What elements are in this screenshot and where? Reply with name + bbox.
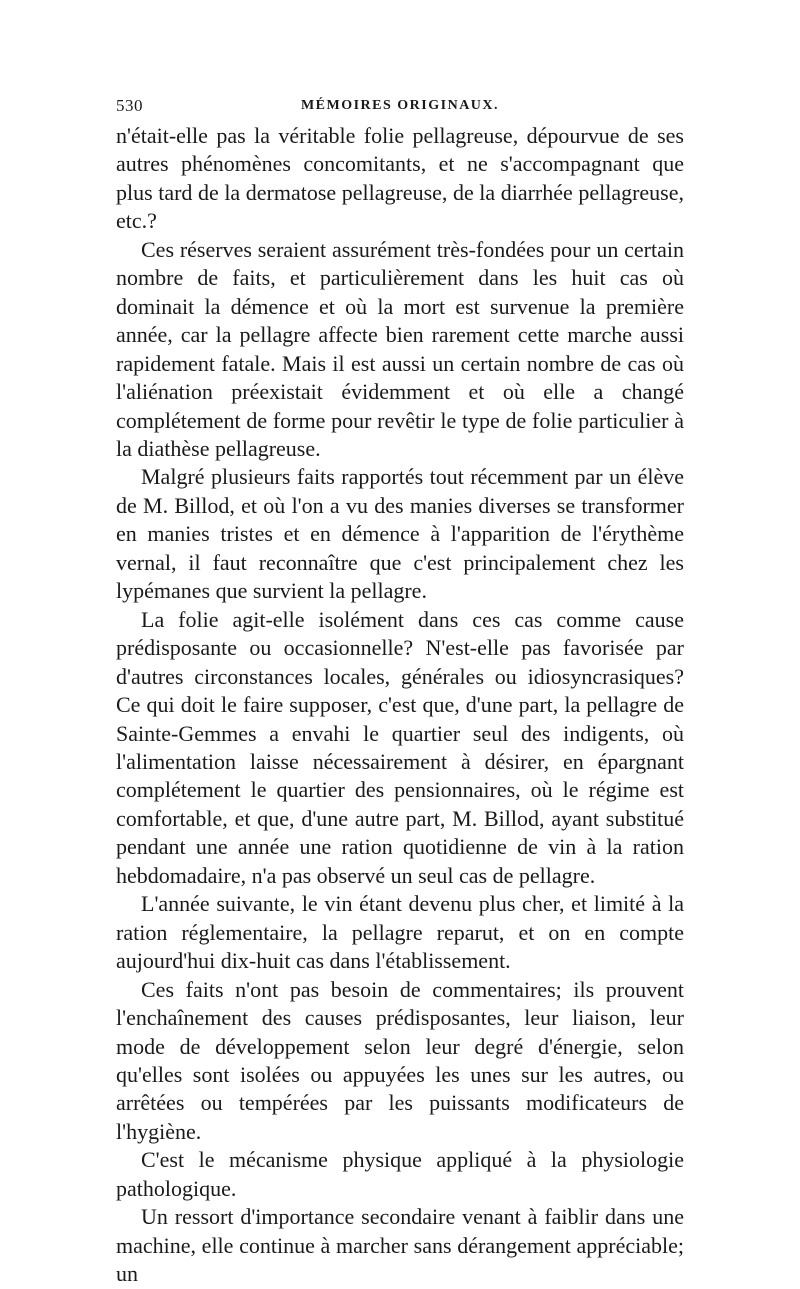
running-title: MÉMOIRES ORIGINAUX. bbox=[300, 98, 500, 113]
paragraph-ces-faits: Ces faits n'ont pas besoin de commentaires; ils prouvent l'enchaînement des causes prédisposantes, leur liaison, leur mode de développement selon leur degré d'énergie, selon qu'elles sont isolées ou appuyées les unes sur les autres, ou arrêtées ou tempérées par les puissants modificateurs de l'hygiène. bbox=[116, 976, 684, 1144]
paragraph-annee-suivante: L'année suivante, le vin étant devenu plus cher, et limité à la ration réglementaire, la pellagre reparut, et on en compte aujourd'hui dix-huit cas dans l'établissement. bbox=[116, 891, 684, 974]
body-text bbox=[116, 122, 684, 1289]
running-head bbox=[116, 96, 684, 120]
page-number: 530 bbox=[116, 96, 143, 115]
paragraph-malgre: Malgré plusieurs faits rapportés tout récemment par un élève de M. Billod, et où l'on a vu des manies diverses se transformer en manies tristes et en démence à l'apparition de l'érythème vernal, il faut reconnaître que c'est principalement chez les lypémanes que survient la pellagre. bbox=[116, 464, 684, 604]
paragraph-reserves: Ces réserves seraient assurément très-fondées pour un certain nombre de faits, et particulièrement dans les huit cas où dominait la démence et où la mort est survenue la première année, car la pellagre affecte bien rarement cette marche aussi rapidement fatale. Mais il est aussi un certain nombre de cas où l'aliénation préexistait évidemment et où elle a changé complétement de forme pour revêtir le type de folie particulier à la diathèse pellagreuse. bbox=[116, 236, 684, 461]
paragraph-ressort: Un ressort d'importance secondaire venant à faiblir dans une machine, elle continue à marcher sans dérangement appréciable; un bbox=[116, 1204, 684, 1287]
paragraph-mecanisme: C'est le mécanisme physique appliqué à la physiologie pathologique. bbox=[116, 1147, 684, 1201]
paragraph-continued: n'était-elle pas la véritable folie pellagreuse, dépourvue de ses autres phénomènes concomitants, et ne s'accompagnant que plus tard de la dermatose pellagreuse, de la diarrhée pellagreuse, etc.? bbox=[116, 123, 684, 234]
paragraph-folie-agit: La folie agit-elle isolément dans ces cas comme cause prédisposante ou occasionnelle? N'est-elle pas favorisée par d'autres circonstances locales, générales ou idiosyncrasiques? Ce qui doit le faire supposer, c'est que, d'une part, la pellagre de Sainte-Gemmes a envahi le quartier seul des indigents, où l'alimentation laisse nécessairement à désirer, en épargnant complétement le quartier des pensionnaires, où le régime est comfortable, et que, d'une autre part, M. Billod, ayant substitué pendant une année une ration quotidienne de vin à la ration hebdomadaire, n'a pas observé un seul cas de pellagre. bbox=[116, 606, 684, 888]
